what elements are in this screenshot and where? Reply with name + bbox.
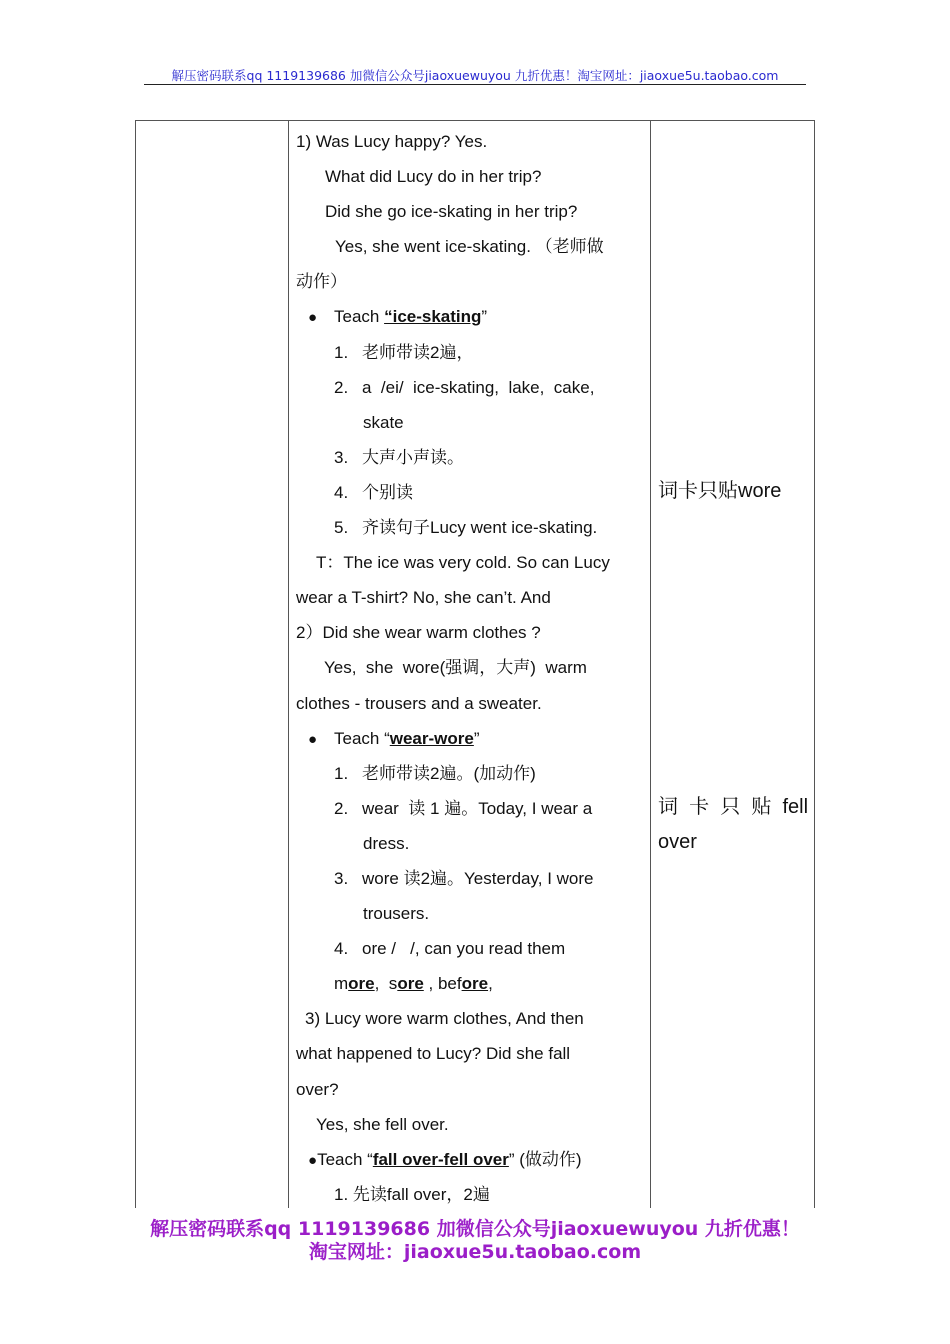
list-item: 1. 老师带读2遍。(加动作) bbox=[334, 763, 536, 783]
question-line: what happened to Lucy? Did she fall bbox=[296, 1044, 571, 1064]
list-item-continuation: skate bbox=[363, 412, 404, 432]
teacher-line: T：The ice was very cold. So can Lucy bbox=[316, 553, 610, 573]
column-divider bbox=[650, 121, 651, 1208]
page-footer bbox=[0, 1218, 950, 1264]
list-item: 1. 先读fall over，2遍 bbox=[334, 1184, 490, 1204]
question-1: 1) Was Lucy happy? Yes. bbox=[296, 132, 488, 151]
column-divider bbox=[288, 121, 289, 1208]
bullet-icon: ● bbox=[308, 730, 318, 748]
list-item: 4. 个别读 bbox=[334, 482, 413, 502]
list-item: 1. 老师带读2遍， bbox=[334, 342, 474, 362]
question-3: 3) Lucy wore warm clothes, And then bbox=[305, 1009, 584, 1029]
key-word: fall over-fell over bbox=[372, 1149, 509, 1169]
question-2: 2）Did she wear warm clothes ? bbox=[296, 623, 541, 643]
note-wore-card: 词卡只贴wore bbox=[658, 480, 782, 502]
footer-line: 解压密码联系qq 1119139686 加微信公众号jiaoxuewuyou 九折优惠！ bbox=[150, 1218, 800, 1240]
answer-line: clothes - trousers and a sweater. bbox=[296, 693, 542, 713]
answer-line: 动作） bbox=[296, 272, 347, 292]
question-line: Did she go ice-skating in her trip? bbox=[325, 202, 578, 222]
page-header: 解压密码联系qq 1119139686 加微信公众号jiaoxuewuyou 九折优惠！淘宝网址：jiaoxue5u.taobao.com bbox=[171, 68, 779, 83]
list-item: 3. wore 读2遍。Yesterday, I wore bbox=[334, 868, 594, 888]
bullet-icon: ● bbox=[308, 1151, 318, 1169]
list-item-continuation: trousers. bbox=[363, 904, 430, 924]
question-line: over? bbox=[296, 1079, 339, 1099]
list-item: 2. wear 读 1 遍。Today, I wear a bbox=[334, 798, 593, 818]
list-item: 5. 齐读句子Lucy went ice-skating. bbox=[334, 518, 598, 538]
teacher-line: wear a T-shirt? No, she can’t. And bbox=[296, 588, 551, 608]
header-rule bbox=[144, 84, 806, 85]
note-fell-over-card: 词 卡 只 贴 fell bbox=[658, 796, 809, 818]
list-item: 3. 大声小声读。 bbox=[334, 447, 464, 467]
answer-line: Yes, she wore(强调，大声) warm bbox=[324, 658, 587, 678]
ore-words: more, sore , before, bbox=[334, 974, 493, 994]
answer-line: Yes, she went ice-skating. （老师做 bbox=[335, 237, 604, 257]
list-item-continuation: dress. bbox=[363, 833, 410, 853]
answer-line: Yes, she fell over. bbox=[316, 1114, 449, 1134]
lesson-steps bbox=[296, 124, 642, 1212]
note-fell-over-card-continued: over bbox=[658, 831, 697, 853]
list-item: 2. a /ei/ ice-skating, lake, cake, bbox=[334, 377, 595, 397]
teach-wear-wore: ● Teach “wear-wore” bbox=[296, 721, 642, 756]
question-line: What did Lucy do in her trip? bbox=[325, 167, 542, 187]
teach-ice-skating: ● Teach “ice-skating” bbox=[296, 299, 642, 334]
bullet-icon: ● bbox=[308, 309, 318, 327]
key-word: wear-wore bbox=[389, 728, 474, 748]
footer-line: 淘宝网址：jiaoxue5u.taobao.com bbox=[308, 1241, 642, 1263]
teach-fall-over: ●Teach “fall over-fell over” (做动作) bbox=[308, 1149, 582, 1169]
list-item: 4. ore / /, can you read them bbox=[334, 939, 566, 959]
key-word: “ice-skating bbox=[384, 307, 482, 327]
